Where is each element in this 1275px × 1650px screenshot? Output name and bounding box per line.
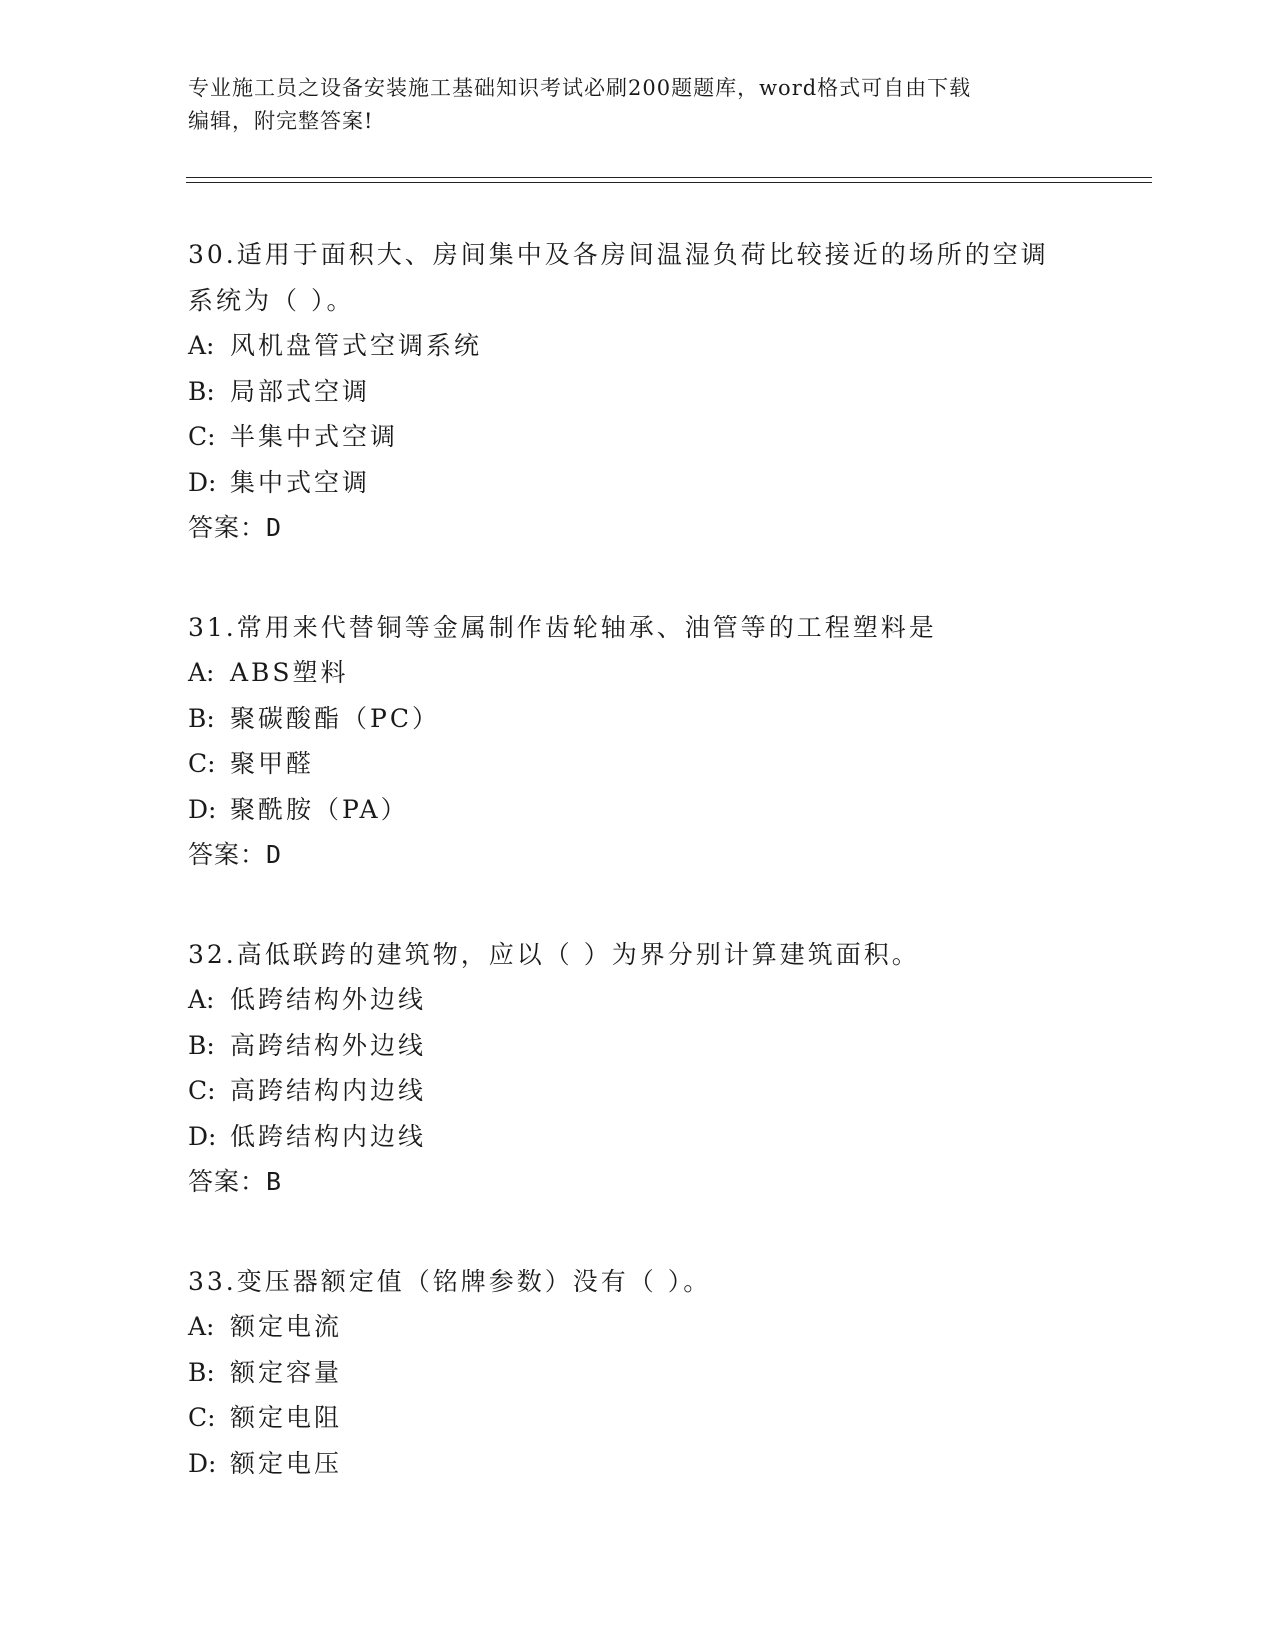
option-letter: C: (188, 422, 216, 451)
header-title-line-2: 编辑，附完整答案! (188, 109, 374, 133)
question-text-continued: 系统为（ ）。 (188, 285, 355, 315)
question-list (188, 232, 1088, 1540)
option-text: 低跨结构外边线 (230, 985, 427, 1014)
option-text: 额定电压 (230, 1448, 343, 1478)
option-letter: A: (188, 331, 215, 360)
option-b (188, 1350, 1088, 1396)
option-letter: D: (188, 1448, 217, 1478)
option-letter: A: (188, 658, 215, 687)
question-text: 33.变压器额定值（铭牌参数）没有（ ）。 (188, 1266, 712, 1296)
answer-label: 答案： (188, 1167, 267, 1196)
option-d (188, 1441, 1088, 1487)
option-text: 局部式空调 (230, 376, 371, 406)
option-b (188, 1023, 1088, 1069)
option-letter: D: (188, 1121, 217, 1151)
answer-value: B (266, 1167, 283, 1196)
option-letter: B: (188, 703, 215, 733)
option-b (188, 696, 1088, 742)
option-text: 风机盘管式空调系统 (230, 331, 483, 360)
option-text: 额定电阻 (230, 1403, 343, 1432)
question-text: 31.常用来代替铜等金属制作齿轮轴承、油管等的工程塑料是 (188, 612, 937, 642)
option-a (188, 323, 1088, 369)
option-text: 半集中式空调 (230, 422, 399, 451)
question-33 (188, 1259, 1088, 1487)
option-text: ABS塑料 (230, 658, 349, 687)
answer-value: D (266, 513, 283, 542)
header-title-line-1: 专业施工员之设备安装施工基础知识考试必刷200题题库，word格式可自由下载 (188, 76, 972, 100)
option-b (188, 369, 1088, 415)
answer-line (188, 832, 1088, 878)
option-c (188, 741, 1088, 787)
option-letter: C: (188, 749, 216, 778)
answer-line (188, 505, 1088, 551)
answer-label: 答案： (188, 840, 267, 869)
option-text: 聚酰胺（PA） (230, 794, 409, 824)
option-text: 聚碳酸酯（PC） (230, 703, 440, 733)
option-letter: A: (188, 985, 215, 1014)
option-letter: A: (188, 1312, 215, 1341)
option-text: 集中式空调 (230, 467, 371, 497)
header-divider-top (186, 177, 1152, 178)
option-c (188, 1395, 1088, 1441)
option-letter: B: (188, 1357, 215, 1387)
option-c (188, 1068, 1088, 1114)
option-text: 额定容量 (230, 1357, 343, 1387)
option-letter: C: (188, 1076, 216, 1105)
option-a (188, 650, 1088, 696)
option-letter: C: (188, 1403, 216, 1432)
question-text: 32.高低联跨的建筑物，应以（ ）为界分别计算建筑面积。 (188, 939, 920, 969)
option-text: 额定电流 (230, 1312, 343, 1341)
option-letter: B: (188, 1030, 215, 1060)
option-d (188, 460, 1088, 506)
question-30 (188, 232, 1088, 551)
option-letter: B: (188, 376, 215, 406)
option-a (188, 977, 1088, 1023)
document-header (188, 72, 1088, 138)
option-text: 低跨结构内边线 (230, 1121, 427, 1151)
header-divider-bottom (186, 182, 1152, 183)
option-text: 高跨结构外边线 (230, 1030, 427, 1060)
option-d (188, 1114, 1088, 1160)
option-text: 高跨结构内边线 (230, 1076, 427, 1105)
question-31 (188, 605, 1088, 878)
answer-line (188, 1159, 1088, 1205)
option-letter: D: (188, 467, 217, 497)
option-letter: D: (188, 794, 217, 824)
option-a (188, 1304, 1088, 1350)
answer-value: D (266, 840, 283, 869)
option-text: 聚甲醛 (230, 749, 315, 778)
answer-label: 答案： (188, 513, 267, 542)
question-32 (188, 932, 1088, 1205)
option-d (188, 787, 1088, 833)
question-text: 30.适用于面积大、房间集中及各房间温湿负荷比较接近的场所的空调 (188, 240, 1049, 269)
option-c (188, 414, 1088, 460)
